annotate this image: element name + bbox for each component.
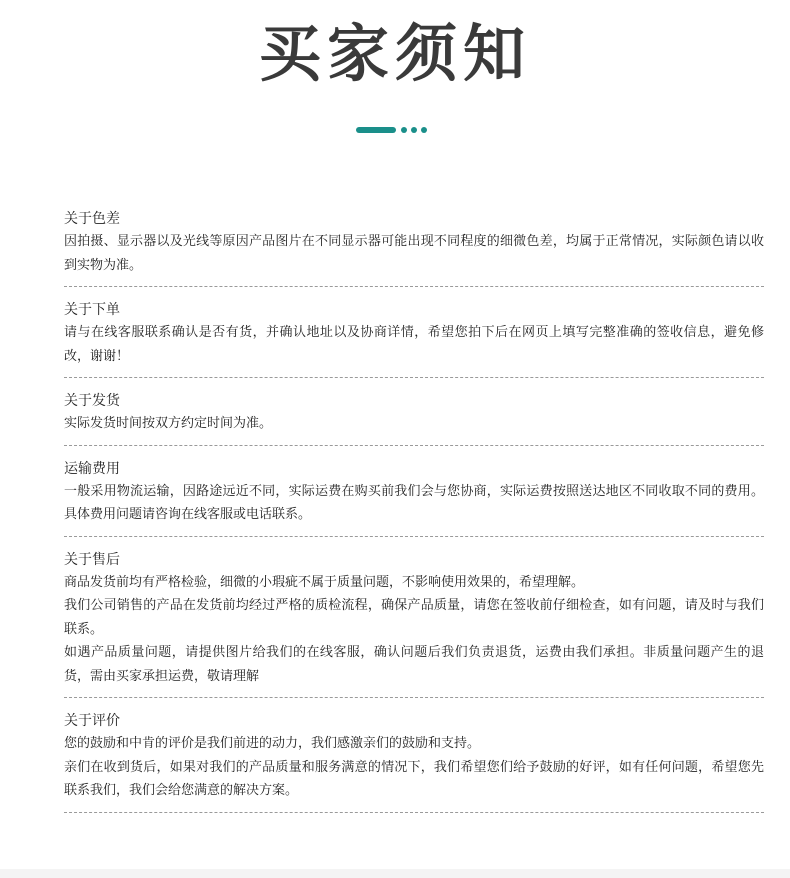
section-title: 关于评价 [64,713,120,729]
section-paragraph: 一般采用物流运输，因路途远近不同，实际运费在购买前我们会与您协商，实际运费按照送达地区不同收取不同的费用。具体费用问题请咨询在线客服或电话联系。 [64,483,764,522]
section-body [64,732,764,803]
notice-section [64,208,764,287]
section-title: 关于色差 [64,211,120,227]
section-title: 运输费用 [64,460,120,477]
notice-section [64,390,764,446]
section-paragraph: 商品发货前均有严格检验，细微的小瑕疵不属于质量问题，不影响使用效果的，希望理解。 [64,574,585,590]
section-paragraph: 如遇产品质量问题，请提供图片给我们的在线客服，确认问题后我们负责退货，运费由我们承担。非质量问题产生的退货，需由买家承担运费，敬请理解 [64,645,764,684]
notice-section [64,458,764,537]
accent-dot [411,127,417,133]
section-paragraph: 亲们在收到货后，如果对我们的产品质量和服务满意的情况下，我们希望您们给予鼓励的好评，如有任何问题，希望您先联系我们，我们会给您满意的解决方案。 [64,759,764,798]
section-body [64,480,764,527]
section-body [64,412,764,436]
accent-dot [401,127,407,133]
title-decoration [356,126,431,134]
accent-bar [356,127,396,133]
section-body [64,230,764,277]
section-title: 关于售后 [64,551,120,568]
accent-dot [421,127,427,133]
page-title: 买家须知 [258,17,531,90]
section-paragraph: 实际发货时间按双方约定时间为准。 [64,416,273,431]
notice-sections [64,208,764,825]
bottom-edge [0,869,790,878]
section-title: 关于下单 [64,302,120,318]
notice-section [64,710,764,813]
section-paragraph: 您的鼓励和中肯的评价是我们前进的动力，我们感激亲们的鼓励和支持。 [64,736,481,751]
section-paragraph: 我们公司销售的产品在发货前均经过严格的质检流程，确保产品质量，请您在签收前仔细检查，如有问题，请及时与我们联系。 [64,598,764,637]
section-paragraph: 请与在线客服联系确认是否有货，并确认地址以及协商详情，希望您拍下后在网页上填写完整准确的签收信息，避免修改，谢谢！ [64,325,764,364]
notice-section [64,299,764,378]
section-title: 关于发货 [64,393,120,409]
notice-section [64,549,764,699]
section-body [64,321,764,368]
section-paragraph: 因拍摄、显示器以及光线等原因产品图片在不同显示器可能出现不同程度的细微色差，均属于正常情况，实际颜色请以收到实物为准。 [64,234,764,273]
section-body [64,571,764,689]
